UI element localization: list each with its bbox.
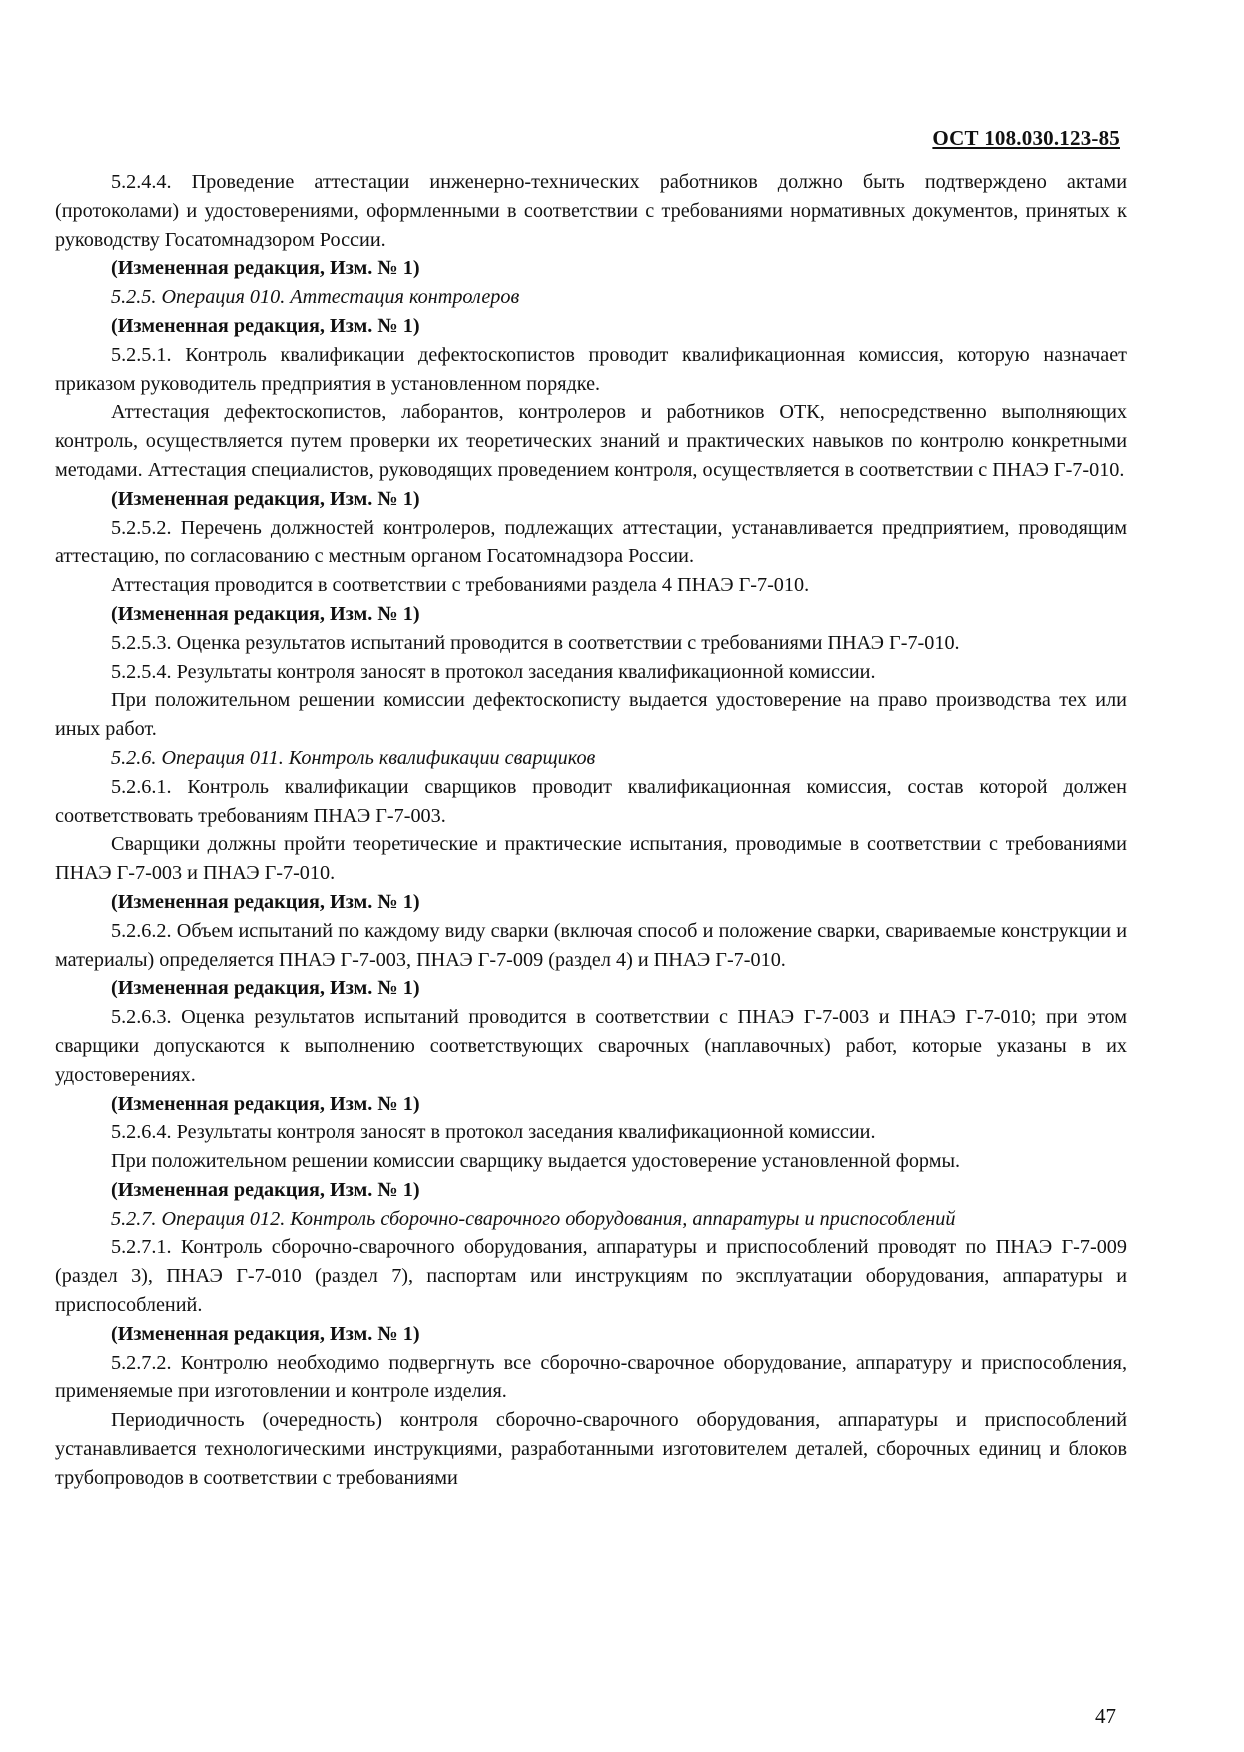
paragraph: Аттестация проводится в соответствии с требованиями раздела 4 ПНАЭ Г-7-010.: [111, 574, 810, 597]
paragraph: 5.2.4.4. Проведение аттестации инженерно-технических работников должно быть подтверждено актами (протоколами) и удостоверениями, оформленными в соответствии с требованиями нормативных документов, принятых к руководству Госатомнадзором России.: [55, 171, 1127, 251]
amendment-note: (Измененная редакция, Изм. № 1): [111, 314, 420, 337]
paragraph: 5.2.6.4. Результаты контроля заносят в протокол заседания квалификационной комиссии.: [111, 1121, 876, 1144]
amendment-note: (Измененная редакция, Изм. № 1): [111, 1322, 420, 1345]
amendment-note: (Измененная редакция, Изм. № 1): [111, 1178, 420, 1201]
paragraph: 5.2.5.4. Результаты контроля заносят в протокол заседания квалификационной комиссии.: [111, 660, 876, 683]
paragraph: 5.2.7.1. Контроль сборочно-сварочного оборудования, аппаратуры и приспособлений проводят по ПНАЭ Г-7-009 (раздел 3), ПНАЭ Г-7-010 (раздел 7), паспортам или инструкциям по эксплуатации оборудования, аппаратуры и приспособлений.: [55, 1236, 1127, 1317]
paragraph: При положительном решении комиссии сварщику выдается удостоверение установленной формы.: [111, 1150, 961, 1173]
paragraph: 5.2.5.1. Контроль квалификации дефектоскопистов проводит квалификационная комиссия, которую назначает приказом руководитель предприятия в установленном порядке.: [55, 343, 1127, 395]
amendment-note: (Измененная редакция, Изм. № 1): [111, 977, 420, 1000]
amendment-note: (Измененная редакция, Изм. № 1): [111, 257, 420, 280]
paragraph: 5.2.6.2. Объем испытаний по каждому виду сварки (включая способ и положение сварки, свариваемые конструкции и материалы) определяется ПНАЭ Г-7-003, ПНАЭ Г-7-009 (раздел 4) и ПНАЭ Г-7-010.: [55, 919, 1127, 971]
paragraph: Периодичность (очередность) контроля сборочно-сварочного оборудования, аппаратуры и приспособлений устанавливается технологическими инструкциями, разработанными изготовителем деталей, сборочных единиц и блоков трубопроводов в соответствии с требованиями: [55, 1409, 1127, 1489]
paragraph: 5.2.7.2. Контролю необходимо подвергнуть все сборочно-сварочное оборудование, аппаратуру и приспособления, применяемые при изготовлении и контроле изделия.: [55, 1351, 1127, 1403]
amendment-note: (Измененная редакция, Изм. № 1): [111, 487, 420, 510]
paragraph: 5.2.6.1. Контроль квалификации сварщиков проводит квалификационная комиссия, состав которой должен соответствовать требованиям ПНАЭ Г-7-003.: [55, 775, 1127, 827]
page-number: 47: [1095, 1704, 1116, 1728]
section-heading: 5.2.6. Операция 011. Контроль квалификации сварщиков: [111, 746, 596, 769]
amendment-note: (Измененная редакция, Изм. № 1): [111, 890, 420, 913]
amendment-note: (Измененная редакция, Изм. № 1): [111, 1092, 420, 1115]
paragraph: 5.2.5.2. Перечень должностей контролеров, подлежащих аттестации, устанавливается предприятием, проводящим аттестацию, по согласованию с местным органом Госатомнадзора России.: [55, 516, 1127, 568]
paragraph: 5.2.6.3. Оценка результатов испытаний проводится в соответствии с ПНАЭ Г-7-003 и ПНАЭ Г-7-010; при этом сварщики допускаются к выполнению соответствующих сварочных (наплавочных) работ, которые указаны в их удостоверениях.: [55, 1006, 1127, 1086]
amendment-note: (Измененная редакция, Изм. № 1): [111, 602, 420, 625]
paragraph: При положительном решении комиссии дефектоскописту выдается удостоверение на право производства тех или иных работ.: [55, 689, 1127, 741]
section-heading: 5.2.7. Операция 012. Контроль сборочно-сварочного оборудования, аппаратуры и приспособлений: [111, 1207, 956, 1230]
document-body: [55, 168, 1127, 1493]
paragraph: 5.2.5.3. Оценка результатов испытаний проводится в соответствии с требованиями ПНАЭ Г-7-010.: [111, 631, 960, 654]
paragraph: Сварщики должны пройти теоретические и практические испытания, проводимые в соответствии с требованиями ПНАЭ Г-7-003 и ПНАЭ Г-7-010.: [55, 833, 1127, 885]
section-heading: 5.2.5. Операция 010. Аттестация контролеров: [111, 286, 520, 309]
paragraph: Аттестация дефектоскопистов, лаборантов, контролеров и работников ОТК, непосредственно выполняющих контроль, осуществляется путем проверки их теоретических знаний и практических навыков по контролю конкретными методами. Аттестация специалистов, руководящих проведением контроля, осуществляется в соответствии с ПНАЭ Г-7-010.: [55, 401, 1127, 481]
document-code: ОСТ 108.030.123-85: [932, 126, 1120, 150]
